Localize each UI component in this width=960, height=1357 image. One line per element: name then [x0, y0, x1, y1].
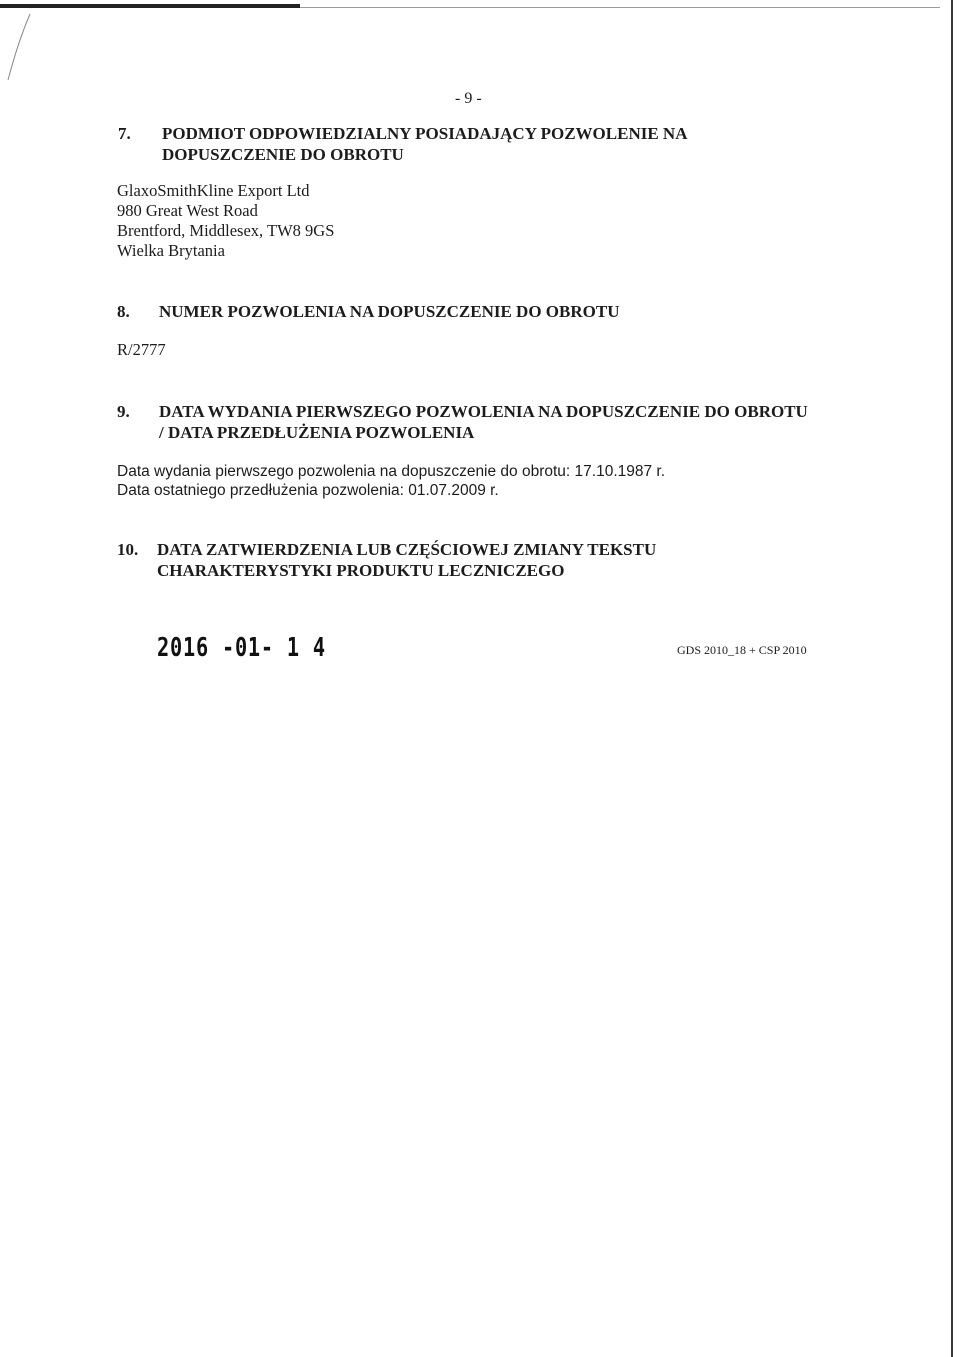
section-7-number: 7. [118, 124, 131, 143]
section-10-title-line1: DATA ZATWIERDZENIA LUB CZĘŚCIOWEJ ZMIANY TEKSTU [157, 540, 657, 559]
address-company: GlaxoSmithKline Export Ltd [117, 181, 310, 200]
section-7-title-line1: PODMIOT ODPOWIEDZIALNY POSIADAJĄCY POZWOLENIE NA [162, 124, 688, 143]
first-authorization-date: Data wydania pierwszego pozwolenia na dopuszczenie do obrotu: 17.10.1987 r. [117, 463, 666, 480]
section-7-heading [118, 123, 818, 167]
section-9-title-line2: / DATA PRZEDŁUŻENIA POZWOLENIA [159, 423, 475, 442]
address-country: Wielka Brytania [117, 241, 225, 260]
section-9-title-line1: DATA WYDANIA PIERWSZEGO POZWOLENIA NA DOPUSZCZENIE DO OBROTU [159, 402, 808, 421]
scan-border-line [300, 7, 940, 8]
section-7-title-line2: DOPUSZCZENIE DO OBROTU [162, 145, 404, 164]
document-code: GDS 2010_18 + CSP 2010 [677, 643, 807, 657]
authorization-number: R/2777 [117, 340, 166, 359]
scan-border-top [0, 4, 300, 8]
section-10-heading [117, 539, 837, 583]
section-10-number: 10. [117, 540, 139, 559]
address-city: Brentford, Middlesex, TW8 9GS [117, 221, 335, 240]
section-9-number: 9. [117, 402, 130, 421]
section-8-number: 8. [117, 302, 130, 321]
date-stamp: 2016 -01- 1 4 [157, 633, 326, 663]
section-8-title: NUMER POZWOLENIA NA DOPUSZCZENIE DO OBROTU [159, 302, 620, 321]
page-number: - 9 - [455, 90, 482, 107]
scan-mark-left [4, 12, 34, 82]
section-10-title-line2: CHARAKTERYSTYKI PRODUKTU LECZNICZEGO [157, 561, 565, 580]
section-9-heading [117, 401, 837, 445]
last-renewal-date: Data ostatniego przedłużenia pozwolenia: 01.07.2009 r. [117, 482, 499, 499]
address-street: 980 Great West Road [117, 201, 258, 220]
section-8-heading [117, 301, 817, 323]
scan-border-right [951, 0, 953, 1357]
